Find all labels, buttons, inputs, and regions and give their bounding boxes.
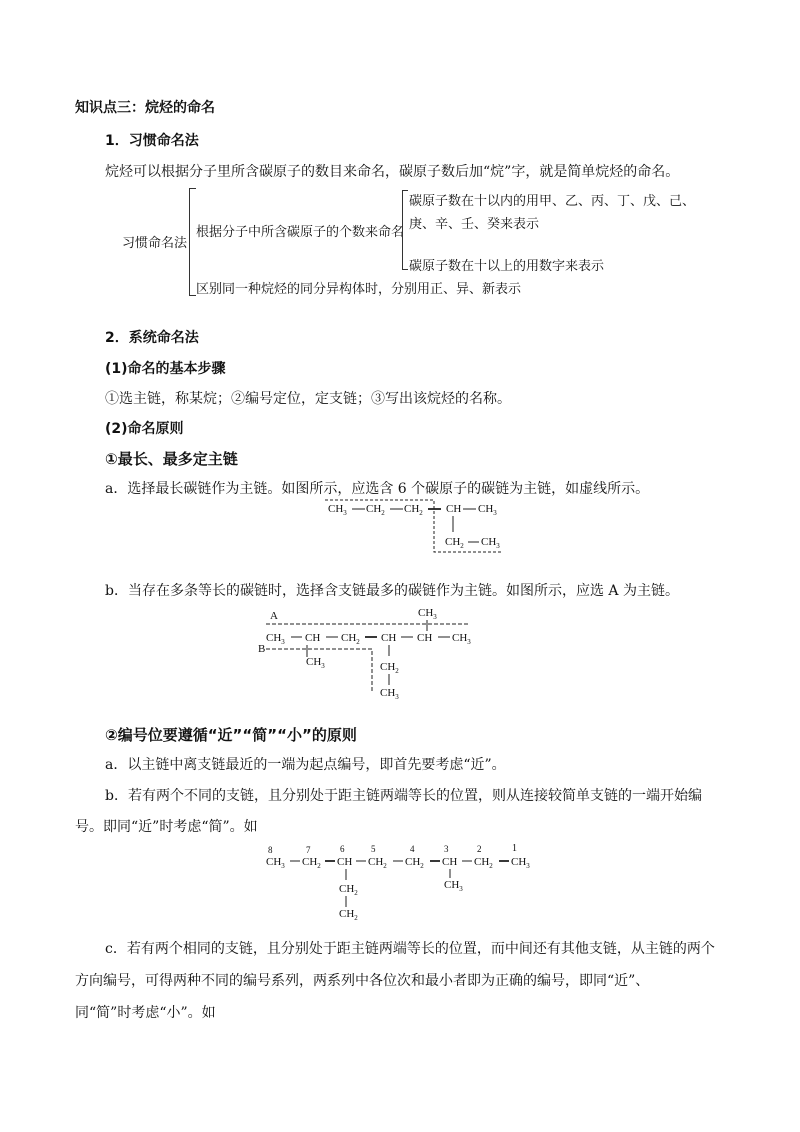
fig2-label-b: B [258,643,266,655]
heading-rule-2: ②编号位要遵循“近”“简”“小”的原则 [105,726,357,744]
fig2-top-sub: $CH_3$ [418,607,437,621]
fig3-main-4: $CH_2$ [368,856,387,870]
section-title: 知识点三：烷烃的命名 [75,100,215,116]
fig2-main-3: $CH_2$ [341,632,360,646]
rule-2a: a．以主链中离支链最近的一端为起点编号，即首先要考虑“近”。 [105,757,506,773]
fig3-main-6: CH [442,856,458,868]
rule-2c-line-1: c．若有两个相同的支链，且分别处于距主链两端等长的位置，而中间还有其他支链，从主链的两个 [105,941,715,957]
fig2-main-4: CH [381,632,397,644]
fig3-num-2: 2 [477,844,482,854]
fig2-chain-sub-1: $CH_2$ [380,661,399,675]
heading-systematic-naming: 2．系统命名法 [105,330,199,346]
fig3-main-5: $CH_2$ [405,856,424,870]
fig2-label-a: A [270,610,278,622]
fig3-num-7: 7 [306,845,311,855]
fig3-num-4: 4 [410,844,415,854]
fig2-main-5: CH [417,632,433,644]
fig2-chain-sub-2: $CH_3$ [380,687,399,701]
fig1-branch-1: $CH_2$ [445,536,464,550]
fig2-main-1: $CH_3$ [266,632,285,646]
rule-1b: b．当存在多条等长的碳链时，选择含支链最多的碳链作为主链。如图所示，应选 A 为主链。 [105,583,679,599]
tree-leaf-2: 碳原子数在十以上的用数字来表示 [409,259,605,274]
figure-numbered-chain [266,843,530,922]
figure-most-branches [258,607,471,701]
heading-basic-steps: (1)命名的基本步骤 [105,361,226,377]
tree-root: 习惯命名法 [122,236,188,251]
intro-paragraph: 烷烃可以根据分子里所含碳原子的数目来命名，碳原子数后加“烷”字，就是简单烷烃的命名。 [105,164,680,180]
fig2-sub-ch: $CH_3$ [306,656,325,670]
fig1-main-1: $CH_3$ [328,503,347,517]
tree-leaf-1a: 碳原子数在十以内的用甲、乙、丙、丁、戊、己、 [409,194,696,209]
fig1-branch-2: $CH_3$ [481,536,500,550]
fig3-main-8: $CH_3$ [511,856,530,870]
fig3-num-3: 3 [444,844,449,854]
tree-branch-1: 根据分子中所含碳原子的个数来命名 [196,225,405,240]
fig2-main-2: CH [305,632,321,644]
fig3-sub-right: $CH_3$ [444,879,463,893]
rule-2b-line-2: 号。即同“近”时考虑“简”。如 [75,819,258,835]
fig3-main-7: $CH_2$ [474,856,493,870]
fig3-num-1: 1 [512,843,517,854]
fig1-main-3: $CH_2$ [404,503,423,517]
fig3-main-3: CH [337,856,353,868]
fig1-main-2: $CH_2$ [366,503,385,517]
rule-2c-line-2: 方向编号，可得两种不同的编号系列，两系列中各位次和最小者即为正确的编号，即同“近”、 [75,973,650,989]
fig3-sub-left-2: $CH_2$ [339,908,358,922]
tree-leaf-1b: 庚、辛、壬、癸来表示 [409,217,540,232]
fig3-sub-left-1: $CH_2$ [339,883,358,897]
rule-2c-line-3: 同“简”时考虑“小”。如 [75,1005,216,1021]
fig2-main-6: $CH_3$ [452,632,471,646]
fig3-num-5: 5 [371,844,376,854]
fig1-main-5: $CH_3$ [478,503,497,517]
fig3-num-6: 6 [340,844,345,854]
heading-common-naming: 1．习惯命名法 [105,133,199,149]
fig1-main-4: CH [446,503,462,515]
heading-rule-1: ①最长、最多定主链 [105,450,238,468]
tree-branch-2: 区别同一种烷烃的同分异构体时，分别用正、异、新表示 [196,282,522,297]
fig3-num-8: 8 [268,845,273,855]
heading-principles: (2)命名原则 [105,421,184,437]
rule-1a: a．选择最长碳链作为主链。如图所示，应选含 6 个碳原子的碳链为主链，如虚线所示。 [105,481,650,497]
figure-longest-chain [325,500,502,552]
rule-2b-line-1: b．若有两个不同的支链，且分别处于距主链两端等长的位置，则从连接较简单支链的一端开始编 [105,788,702,804]
fig3-main-2: $CH_2$ [302,856,321,870]
fig3-main-1: $CH_3$ [266,856,285,870]
steps-text: ①选主链，称某烷；②编号定位，定支链；③写出该烷烃的名称。 [105,391,511,407]
